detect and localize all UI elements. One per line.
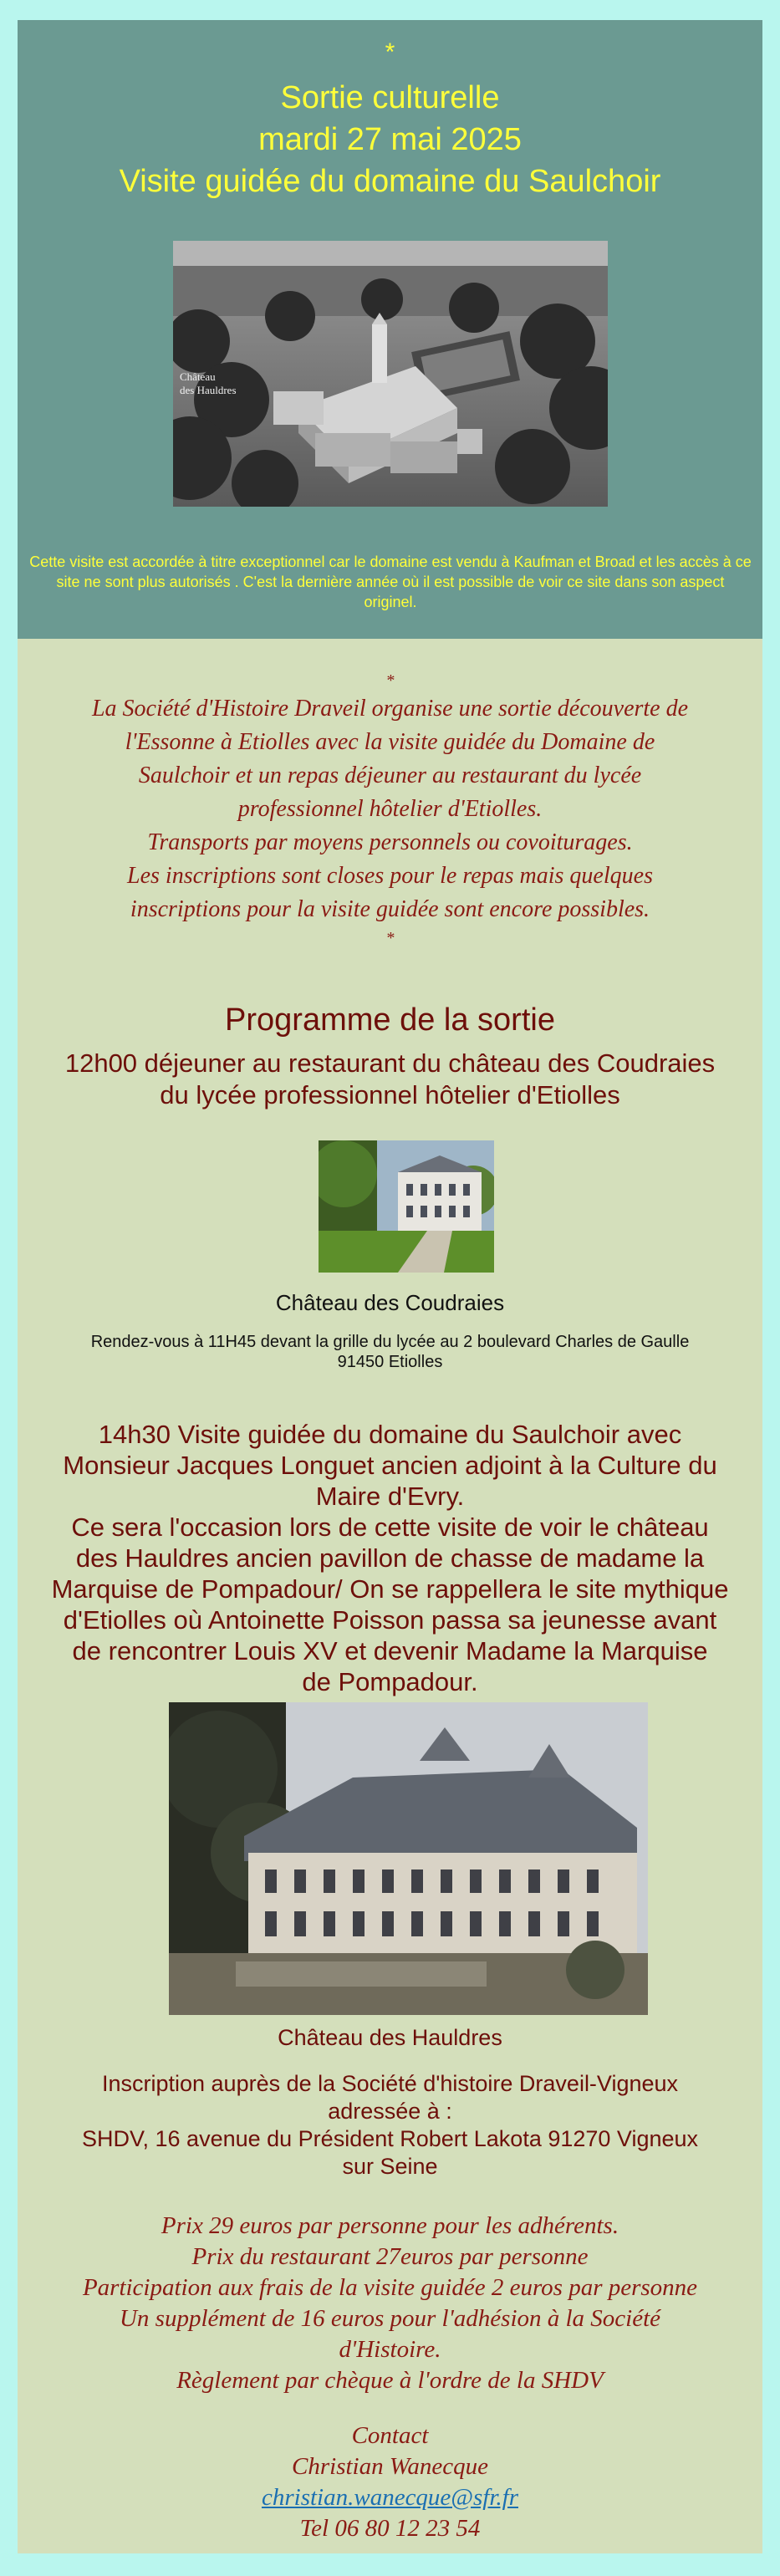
contact-name: Christian Wanecque — [292, 2453, 488, 2480]
intro-line4: professionnel hôtelier d'Etiolles. — [237, 796, 543, 822]
prices-text — [18, 2211, 762, 2396]
coudraies-photo — [319, 1140, 494, 1273]
intro-line5: Transports par moyens personnels ou covoiturages. — [147, 829, 633, 855]
header-banner — [18, 20, 762, 639]
registration-line: Inscription auprès de la Société d'histoire Draveil-Vigneux — [101, 2071, 679, 2096]
contact-block — [18, 2420, 762, 2544]
price-line: Règlement par chèque à l'ordre de la SHDV — [176, 2367, 604, 2394]
lunch-line1: 12h00 déjeuner au restaurant du château des Coudraies — [64, 1048, 716, 1078]
hauldres-caption: Château des Hauldres — [278, 2025, 502, 2050]
header-title-line2: mardi 27 mai 2025 — [258, 122, 522, 157]
visit-line: de Pompadour. — [302, 1667, 478, 1696]
coudraies-caption: Château des Coudraies — [275, 1290, 505, 1315]
meeting-line1: Rendez-vous à 11H45 devant la grille du lycée au 2 boulevard Charles de Gaulle — [90, 1333, 690, 1351]
lunch-text — [18, 1048, 762, 1111]
hauldres-image — [169, 1702, 648, 2015]
header-title-line1: Sortie culturelle — [280, 80, 500, 115]
contact-email-link[interactable]: christian.wanecque@sfr.fr — [261, 2484, 518, 2511]
saulchoir-aerial-photo — [173, 241, 608, 507]
photo-caption-line2: des Hauldres — [180, 384, 237, 396]
visit-line: de rencontrer Louis XV et devenir Madame la Marquise — [72, 1636, 708, 1665]
lunch-line2: du lycée professionnel hôtelier d'Etiolles — [160, 1080, 620, 1109]
visit-line: des Hauldres ancien pavillon de chasse de madame la — [75, 1543, 705, 1573]
header-title-line3: Visite guidée du domaine du Saulchoir — [119, 164, 661, 199]
meeting-line2: 91450 Etiolles — [337, 1353, 443, 1371]
price-line: Un supplément de 16 euros pour l'adhésion à la Société — [119, 2305, 661, 2332]
contact-phone: Tel 06 80 12 23 54 — [299, 2515, 481, 2542]
registration-line: adressée à : — [328, 2099, 452, 2124]
visit-line: 14h30 Visite guidée du domaine du Saulchoir avec — [98, 1420, 682, 1449]
header-notice: Cette visite est accordée à titre exceptionnel car le domaine est vendu à Kaufman et Broad et les accès à ce site ne sont plus autorisés . C'est la dernière année où il est possible de voir ce site dans son aspect originel. — [29, 553, 752, 610]
programme-title: Programme de la sortie — [225, 1002, 555, 1038]
price-line: d'Histoire. — [339, 2336, 441, 2363]
intro-line2: l'Essonne à Etiolles avec la visite guidée du Domaine de — [125, 729, 655, 755]
intro-line6: Les inscriptions sont closes pour le repas mais quelques — [127, 863, 653, 889]
visit-line: Maire d'Evry. — [315, 1482, 465, 1511]
registration-line: SHDV, 16 avenue du Président Robert Lakota 91270 Vigneux — [81, 2126, 699, 2151]
visit-text — [18, 1419, 762, 1697]
visit-line: d'Etiolles où Antoinette Poisson passa sa jeunesse avant — [63, 1605, 717, 1635]
intro-star-top: * — [385, 671, 395, 690]
photo-caption — [180, 370, 237, 397]
photo-caption-line1: Château — [180, 370, 216, 383]
price-line: Participation aux frais de la visite guidée 2 euros par personne — [82, 2274, 698, 2301]
registration-line: sur Seine — [342, 2154, 438, 2179]
contact-label: Contact — [351, 2422, 429, 2449]
saulchoir-aerial-image — [173, 241, 608, 507]
hauldres-photo — [169, 1702, 648, 2015]
coudraies-image — [319, 1140, 494, 1273]
visit-line: Ce sera l'occasion lors de cette visite de voir le château — [71, 1512, 709, 1542]
price-line: Prix 29 euros par personne pour les adhérents. — [161, 2212, 619, 2239]
visit-line: Monsieur Jacques Longuet ancien adjoint à la Culture du — [63, 1451, 717, 1480]
intro-text — [18, 669, 762, 950]
intro-star-bottom: * — [385, 929, 395, 947]
intro-line1: La Société d'Histoire Draveil organise une sortie découverte de — [91, 696, 689, 722]
header-star: * — [385, 38, 395, 66]
intro-line7: inscriptions pour la visite guidée sont encore possibles. — [130, 896, 650, 922]
registration-text — [18, 2070, 762, 2181]
meeting-text — [18, 1332, 762, 1372]
visit-line: Marquise de Pompadour/ On se rappellera le site mythique — [51, 1574, 729, 1604]
price-line: Prix du restaurant 27euros par personne — [191, 2243, 589, 2270]
intro-line3: Saulchoir et un repas déjeuner au restaurant du lycée — [138, 763, 642, 788]
